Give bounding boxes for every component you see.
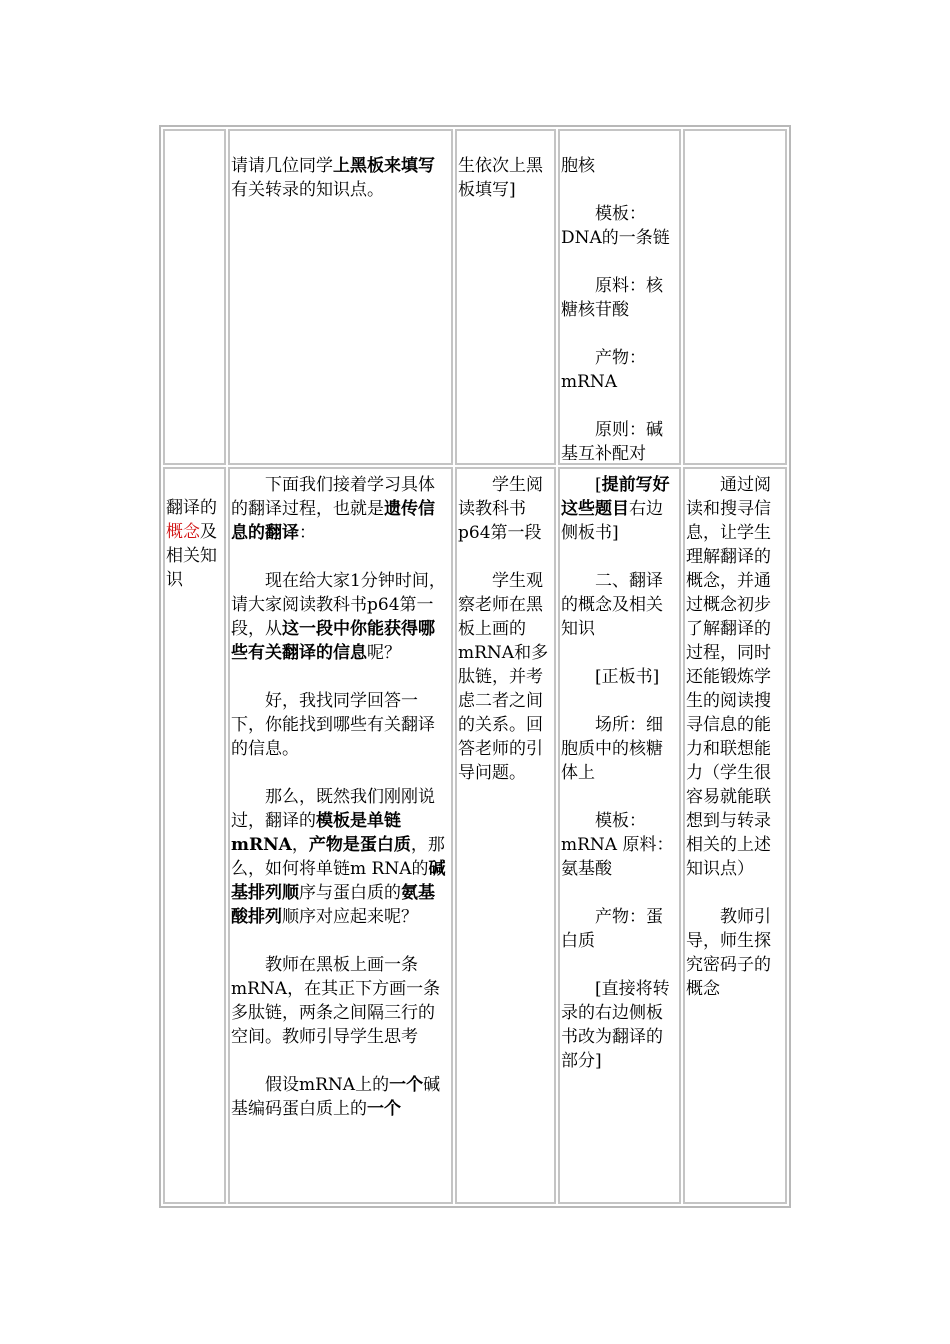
cell-paragraph: 产物：蛋白质 — [561, 907, 663, 951]
cell-paragraph: 胞核 — [561, 156, 595, 176]
bold-text: 模板是单链mRNA — [231, 811, 401, 855]
row2-col5-text — [685, 473, 785, 1001]
bold-text: 氨基酸排列 — [231, 883, 435, 927]
row2-col3 — [455, 467, 556, 1204]
bold-text: 一个 — [389, 1075, 424, 1095]
row2-col3-text — [457, 473, 554, 785]
row2-col1-text — [165, 496, 224, 592]
row1-col3 — [455, 129, 556, 465]
cell-paragraph: 下面我们接着学习具体的翻译过程，也就是遗传信息的翻译： — [231, 475, 435, 543]
cell-paragraph: 产物：mRNA — [561, 348, 646, 392]
cell-paragraph: [正板书] — [595, 667, 660, 687]
cell-paragraph: 现在给大家1分钟时间，请大家阅读教科书p64第一段，从这一段中你能获得哪些有关翻译的信息呢？ — [231, 571, 446, 663]
row1-col1 — [163, 129, 226, 465]
highlighted-text: 概念 — [166, 522, 200, 542]
cell-paragraph: 教师在黑板上画一条mRNA，在其正下方画一条多肽链，两条之间隔三行的空间。教师引导学生思考 — [231, 955, 441, 1047]
row1-col4-text — [560, 154, 679, 465]
bold-text: 上黑板来填写 — [333, 156, 435, 176]
row2-col2-text — [230, 473, 451, 1121]
cell-paragraph: 场所：细胞质中的核糖体上 — [561, 715, 663, 783]
bold-text: 碱基排列顺 — [231, 859, 446, 903]
cell-paragraph: 通过阅读和搜寻信息，让学生理解翻译的概念，并通过概念初步了解翻译的过程，同时还能锻炼学生的阅读搜寻信息的能力和联想能力（学生很容易就能联想到与转录相关的上述知识点） — [686, 475, 771, 879]
cell-paragraph: 原则：碱基互补配对 — [561, 420, 663, 464]
cell-paragraph: 那么，既然我们刚刚说过，翻译的模板是单链mRNA，产物是蛋白质，那么，如何将单链m RNA的碱基排列顺序与蛋白质的氨基酸排列顺序对应起来呢？ — [231, 787, 446, 927]
cell-paragraph: [提前写好这些题目右边侧板书] — [561, 475, 670, 543]
cell-paragraph: 生依次上黑板填写] — [458, 156, 543, 200]
cell-paragraph: 假设mRNA上的一个碱基编码蛋白质上的一个 — [231, 1075, 441, 1119]
row1-col5 — [683, 129, 787, 465]
row1-col3-text — [457, 154, 554, 202]
cell-paragraph: 二、翻译的概念及相关知识 — [561, 571, 663, 639]
row1-col2 — [228, 129, 453, 465]
row2-col1 — [163, 467, 226, 1204]
cell-paragraph: 原料：核糖核苷酸 — [561, 276, 663, 320]
cell-paragraph: 教师引导，师生探究密码子的概念 — [686, 907, 771, 999]
cell-paragraph: 学生阅读教科书p64第一段 — [458, 475, 543, 543]
bold-text: 产物是蛋白质 — [308, 835, 411, 855]
cell-paragraph: 翻译的概念及相关知识 — [166, 498, 217, 590]
row2-col4-text — [560, 473, 679, 1073]
row2-col4 — [558, 467, 681, 1204]
cell-paragraph: 学生观察老师在黑板上画的mRNA和多肽链，并考虑二者之间的关系。回答老师的引导问题。 — [458, 571, 549, 783]
bold-text: 遗传信息的翻译 — [231, 499, 435, 543]
cell-paragraph: 请请几位同学上黑板来填写有关转录的知识点。 — [231, 156, 435, 200]
bold-text: 提前写好这些题目 — [561, 475, 670, 519]
bold-text: 一个 — [367, 1099, 401, 1119]
row2-col2 — [228, 467, 453, 1204]
lesson-plan-table — [159, 125, 791, 1208]
cell-paragraph: 好，我找同学回答一下，你能找到哪些有关翻译的信息。 — [231, 691, 435, 759]
cell-paragraph: 模板：mRNA 原料：氨基酸 — [561, 811, 674, 879]
row1-col4 — [558, 129, 681, 465]
cell-paragraph: [直接将转录的右边侧板书改为翻译的部分] — [561, 979, 670, 1071]
bold-text: 这一段中你能获得哪些有关翻译的信息 — [231, 619, 435, 663]
cell-paragraph: 模板：DNA的一条链 — [561, 204, 670, 248]
row1-col2-text — [230, 154, 451, 202]
row2-col5 — [683, 467, 787, 1204]
